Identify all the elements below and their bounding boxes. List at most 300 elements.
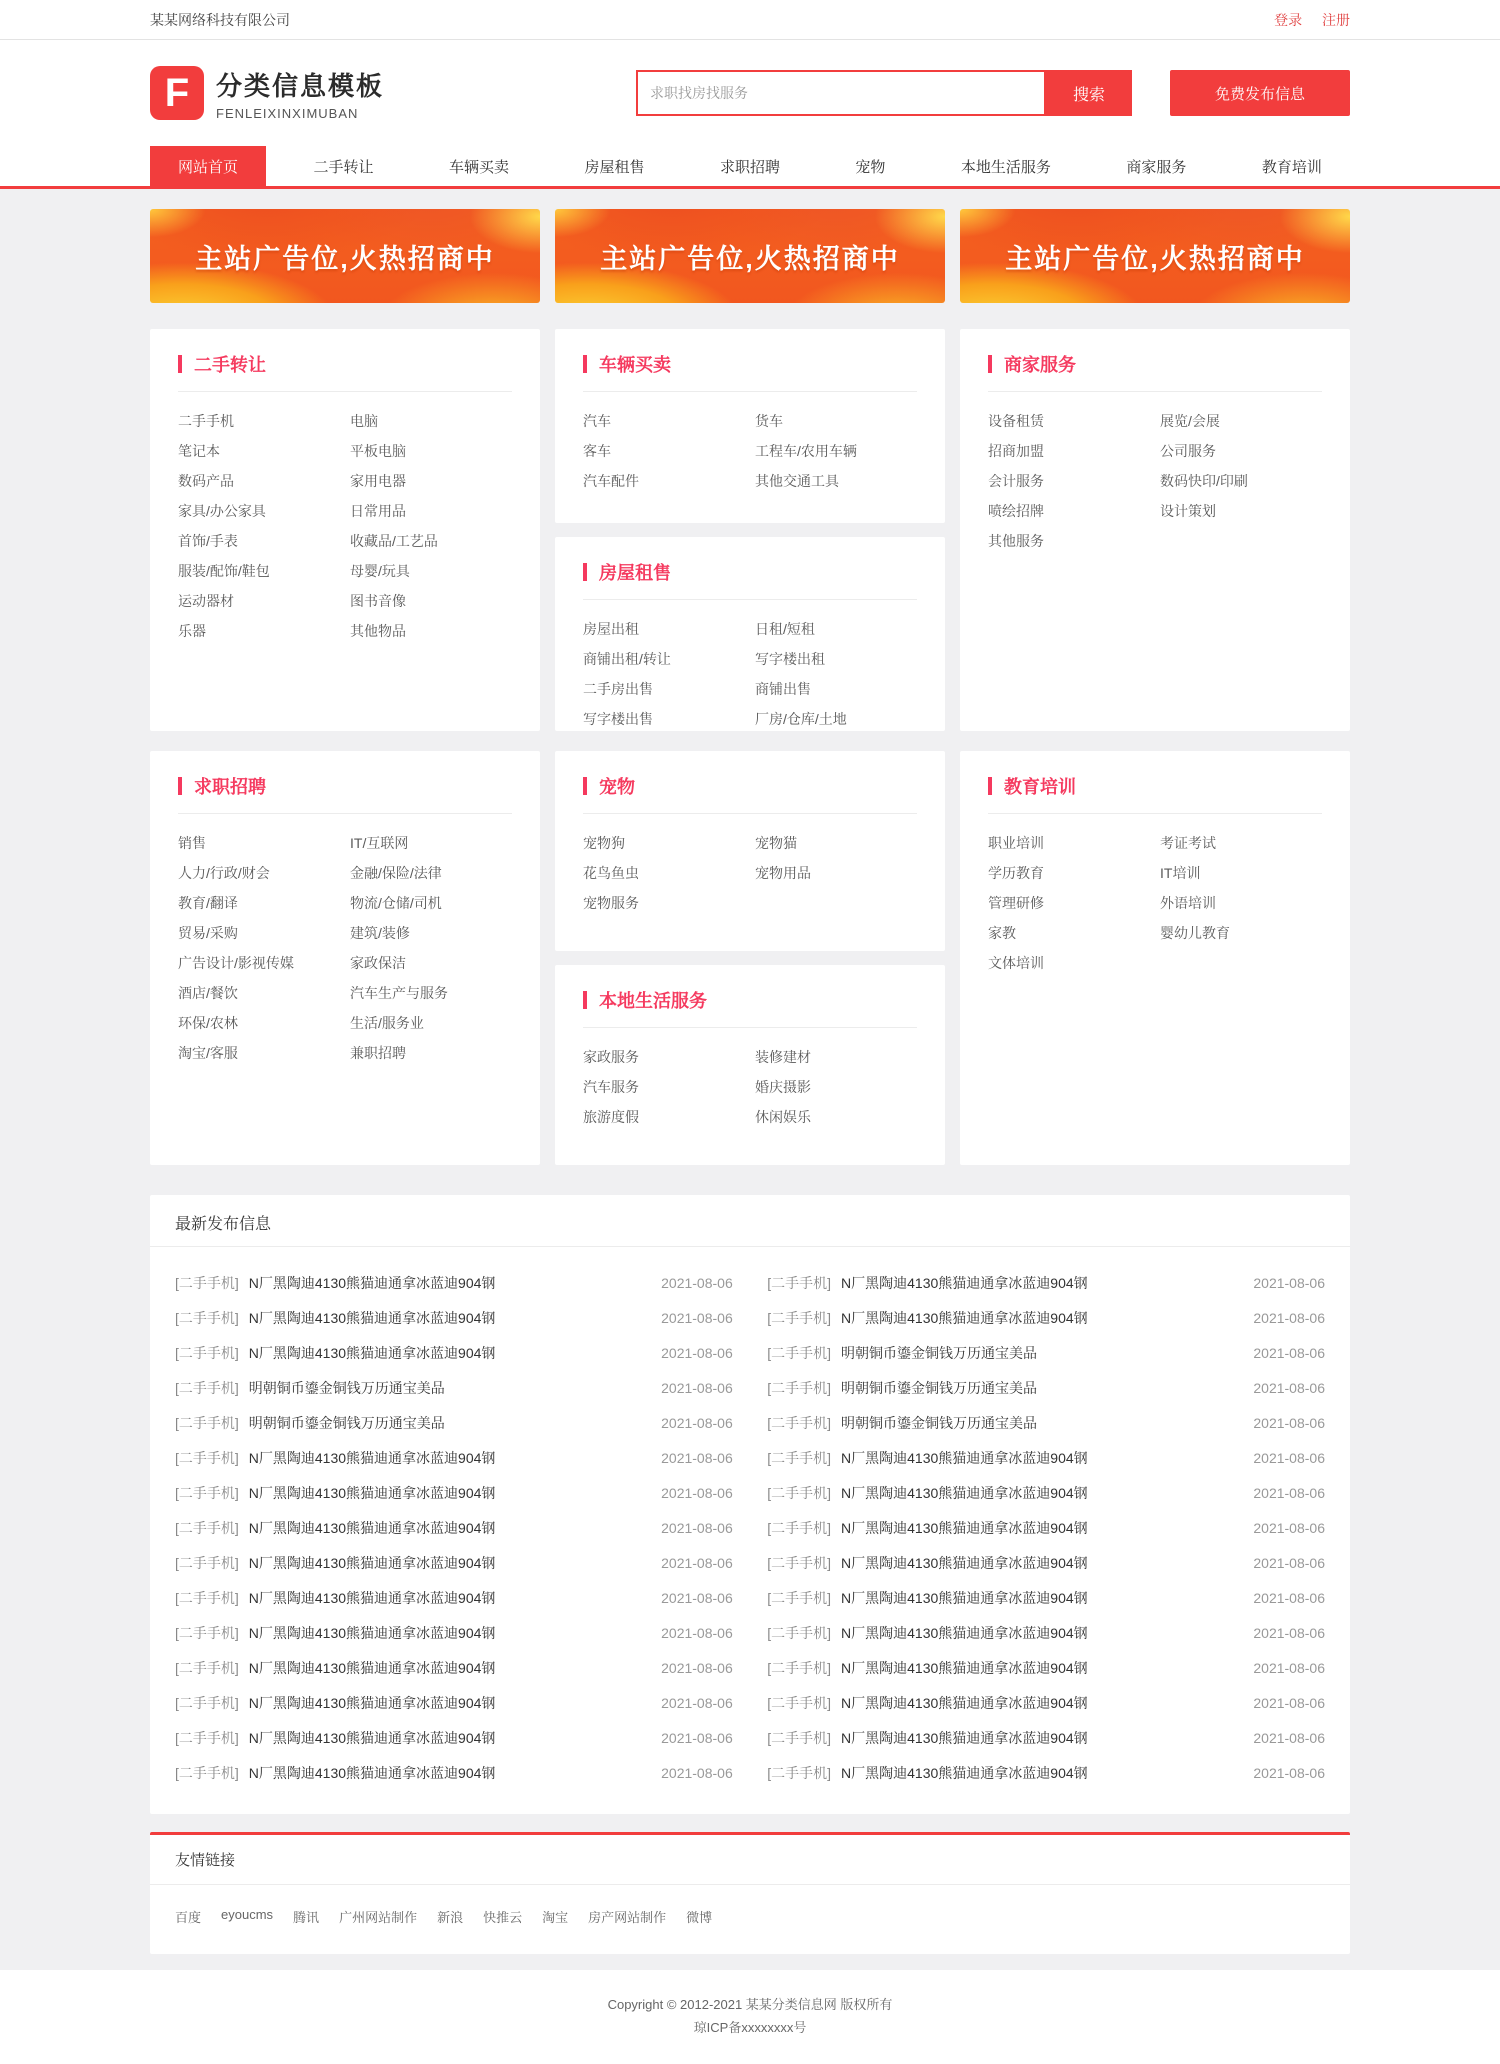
latest-info-tag: [二手手机] (175, 1589, 239, 1606)
register-link[interactable]: 注册 (1322, 11, 1350, 28)
latest-info-link[interactable]: N厂黑陶迪4130熊猫迪通拿冰蓝迪904钢 (841, 1309, 1088, 1326)
category-link[interactable]: 兼职招聘 (350, 1045, 406, 1061)
category-link[interactable]: 物流/仓储/司机 (350, 895, 442, 911)
latest-info-date: 2021-08-06 (661, 1274, 733, 1291)
category-link[interactable]: 外语培训 (1160, 895, 1216, 911)
latest-info-date: 2021-08-06 (1253, 1589, 1325, 1606)
nav-item[interactable] (692, 146, 808, 186)
friend-link[interactable]: eyoucms (221, 1907, 274, 1922)
category-link[interactable]: 电脑 (350, 413, 378, 429)
latest-info-date: 2021-08-06 (1253, 1694, 1325, 1711)
post-info-button[interactable]: 免费发布信息 (1170, 70, 1350, 116)
latest-info-date: 2021-08-06 (661, 1379, 733, 1396)
category-link[interactable]: 销售 (178, 835, 206, 851)
friend-link[interactable]: 腾讯 (293, 1910, 320, 1925)
friend-links-section (150, 1832, 1350, 1954)
latest-info-link[interactable]: N厂黑陶迪4130熊猫迪通拿冰蓝迪904钢 (248, 1589, 496, 1606)
category-items (988, 406, 1322, 556)
category-link[interactable]: 日常用品 (350, 503, 406, 519)
category-link[interactable]: 汽车 (583, 413, 611, 429)
latest-info-link[interactable]: N厂黑陶迪4130熊猫迪通拿冰蓝迪904钢 (248, 1764, 496, 1781)
latest-info-link[interactable]: N厂黑陶迪4130熊猫迪通拿冰蓝迪904钢 (841, 1729, 1088, 1746)
latest-info-row[interactable] (767, 1720, 1325, 1755)
category-items (178, 828, 512, 1068)
category-link[interactable]: 客车 (583, 443, 611, 459)
site-logo[interactable] (150, 66, 384, 121)
title-bar-icon (583, 355, 587, 373)
category-link[interactable]: 教育/翻译 (178, 895, 238, 911)
latest-info-row[interactable] (175, 1265, 733, 1300)
nav-accent-line (0, 186, 1500, 189)
card-title (988, 773, 1322, 814)
latest-info-tag: [二手手机] (767, 1764, 832, 1781)
nav-item-label: 教育培训 (1261, 158, 1322, 176)
site-header (0, 40, 1500, 146)
card-title-text: 车辆买卖 (599, 355, 671, 375)
friend-link[interactable]: 快推云 (483, 1910, 523, 1925)
latest-info-link[interactable]: 明朝铜币鎏金铜钱万历通宝美品 (248, 1414, 445, 1431)
latest-info-row[interactable] (175, 1475, 733, 1510)
latest-info-date: 2021-08-06 (1253, 1484, 1325, 1501)
title-bar-icon (988, 355, 992, 373)
icp-line: 琼ICP备xxxxxxxx号 (693, 2020, 807, 2035)
latest-info-link[interactable]: N厂黑陶迪4130熊猫迪通拿冰蓝迪904钢 (248, 1519, 496, 1536)
latest-info-row[interactable] (175, 1580, 733, 1615)
latest-info-row[interactable] (767, 1615, 1325, 1650)
nav-item[interactable] (556, 146, 672, 186)
latest-info-tag: [二手手机] (767, 1519, 832, 1536)
category-row-2 (150, 751, 1350, 1165)
latest-info-tag: [二手手机] (767, 1309, 832, 1326)
latest-info-row[interactable] (767, 1685, 1325, 1720)
latest-info-link[interactable]: 明朝铜币鎏金铜钱万历通宝美品 (841, 1414, 1038, 1431)
nav-list (150, 146, 1350, 186)
latest-info-row[interactable] (175, 1370, 733, 1405)
main-content (0, 209, 1500, 1954)
topbar (0, 0, 1500, 40)
card-title (583, 987, 917, 1028)
category-link[interactable]: 考证考试 (1160, 835, 1216, 851)
latest-info-link[interactable]: N厂黑陶迪4130熊猫迪通拿冰蓝迪904钢 (841, 1589, 1088, 1606)
logo-letter: F (164, 70, 190, 115)
latest-info-tag: [二手手机] (175, 1484, 239, 1501)
ad-banner-text: 主站广告位,火热招商中 (1005, 243, 1305, 274)
title-bar-icon (178, 355, 182, 373)
nav-item-label: 商家服务 (1126, 158, 1187, 176)
category-link[interactable]: 二手房出售 (583, 681, 653, 697)
category-link[interactable]: 金融/保险/法律 (350, 865, 442, 881)
latest-info-row[interactable] (175, 1440, 733, 1475)
latest-info-date: 2021-08-06 (1253, 1274, 1325, 1291)
category-link[interactable]: 家政服务 (583, 1049, 639, 1065)
latest-info-link[interactable]: 明朝铜币鎏金铜钱万历通宝美品 (841, 1379, 1038, 1396)
ad-banner-text: 主站广告位,火热招商中 (600, 243, 900, 274)
latest-info-date: 2021-08-06 (661, 1659, 733, 1676)
nav-item-label: 宠物 (855, 158, 886, 176)
nav-item-label: 二手转让 (313, 158, 374, 176)
title-bar-icon (583, 991, 587, 1009)
category-card-chongwu (555, 751, 945, 951)
category-link[interactable]: IT/互联网 (350, 835, 409, 851)
title-bar-icon (178, 777, 182, 795)
category-link[interactable]: 母婴/玩具 (350, 563, 410, 579)
category-link[interactable]: 工程车/农用车辆 (755, 443, 857, 459)
card-title (583, 351, 917, 392)
latest-info-link[interactable]: N厂黑陶迪4130熊猫迪通拿冰蓝迪904钢 (248, 1274, 496, 1291)
category-link[interactable]: 汽车生产与服务 (350, 985, 448, 1001)
category-link[interactable]: 其他服务 (988, 533, 1044, 549)
latest-info-link[interactable]: N厂黑陶迪4130熊猫迪通拿冰蓝迪904钢 (841, 1764, 1088, 1781)
auth-links (1258, 10, 1350, 30)
category-link[interactable]: 数码快印/印刷 (1160, 473, 1248, 489)
friend-link[interactable]: 新浪 (437, 1910, 464, 1925)
friend-link[interactable]: 广州网站制作 (339, 1910, 418, 1925)
category-card-ershouzhuanrang (150, 329, 540, 731)
latest-info-link[interactable]: 明朝铜币鎏金铜钱万历通宝美品 (248, 1379, 445, 1396)
latest-info-tag: [二手手机] (175, 1344, 239, 1361)
latest-info-date: 2021-08-06 (1253, 1414, 1325, 1431)
category-link[interactable]: 旅游度假 (583, 1109, 639, 1125)
category-link[interactable]: 招商加盟 (988, 443, 1044, 459)
category-link[interactable]: 建筑/装修 (350, 925, 410, 941)
friend-link[interactable]: 淘宝 (542, 1910, 569, 1925)
category-link[interactable]: 平板电脑 (350, 443, 406, 459)
category-link[interactable]: 婚庆摄影 (755, 1079, 811, 1095)
latest-info-row[interactable] (767, 1440, 1325, 1475)
category-link[interactable]: 乐器 (178, 623, 206, 639)
latest-info-tag: [二手手机] (175, 1414, 239, 1431)
site-title: 分类信息模板 (216, 70, 385, 101)
nav-item-label: 车辆买卖 (448, 158, 509, 176)
friend-links-title: 友情链接 (150, 1835, 1350, 1885)
latest-info-tag: [二手手机] (175, 1624, 239, 1641)
card-title (178, 773, 512, 814)
latest-info-column-left (175, 1265, 733, 1790)
category-link[interactable]: 图书音像 (350, 593, 406, 609)
title-bar-icon (988, 777, 992, 795)
latest-info-link[interactable]: 明朝铜币鎏金铜钱万历通宝美品 (841, 1344, 1038, 1361)
latest-info-tag: [二手手机] (767, 1379, 832, 1396)
latest-info-link[interactable]: N厂黑陶迪4130熊猫迪通拿冰蓝迪904钢 (248, 1659, 496, 1676)
latest-info-tag: [二手手机] (175, 1659, 239, 1676)
logo-f-icon (150, 66, 204, 120)
latest-info-date: 2021-08-06 (1253, 1659, 1325, 1676)
latest-info-row[interactable] (767, 1510, 1325, 1545)
latest-info-tag: [二手手机] (175, 1729, 239, 1746)
nav-item-label: 求职招聘 (719, 158, 780, 176)
latest-info-link[interactable]: N厂黑陶迪4130熊猫迪通拿冰蓝迪904钢 (248, 1344, 496, 1361)
latest-info-date: 2021-08-06 (661, 1694, 733, 1711)
latest-info-tag: [二手手机] (767, 1589, 832, 1606)
latest-info-link[interactable]: N厂黑陶迪4130熊猫迪通拿冰蓝迪904钢 (841, 1274, 1088, 1291)
category-link[interactable]: 数码产品 (178, 473, 234, 489)
ad-banner[interactable] (150, 209, 540, 303)
friend-links-row (150, 1885, 1350, 1954)
latest-info-link[interactable]: N厂黑陶迪4130熊猫迪通拿冰蓝迪904钢 (248, 1624, 496, 1641)
latest-info-tag: [二手手机] (175, 1519, 239, 1536)
latest-info-tag: [二手手机] (767, 1484, 832, 1501)
category-link[interactable]: 环保/农林 (178, 1015, 238, 1031)
category-link[interactable]: 笔记本 (178, 443, 220, 459)
category-link[interactable]: 首饰/手表 (178, 533, 238, 549)
card-title-text: 商家服务 (1004, 355, 1076, 375)
category-link[interactable]: 收藏品/工艺品 (350, 533, 438, 549)
category-link[interactable]: 人力/行政/财会 (178, 865, 270, 881)
category-link[interactable]: 商铺出售 (755, 681, 811, 697)
latest-info-row[interactable] (175, 1685, 733, 1720)
category-link[interactable]: 职业培训 (988, 835, 1044, 851)
latest-info-tag: [二手手机] (767, 1659, 832, 1676)
latest-info-tag: [二手手机] (767, 1274, 832, 1291)
category-link[interactable]: IT培训 (1160, 865, 1201, 881)
latest-info-link[interactable]: N厂黑陶迪4130熊猫迪通拿冰蓝迪904钢 (841, 1554, 1088, 1571)
latest-info-tag: [二手手机] (175, 1554, 239, 1571)
nav-item[interactable] (285, 146, 401, 186)
category-link[interactable]: 汽车服务 (583, 1079, 639, 1095)
logo-text (216, 66, 384, 121)
category-link[interactable]: 宠物狗 (583, 835, 625, 851)
latest-info-tag: [二手手机] (767, 1729, 832, 1746)
category-items (178, 406, 512, 646)
latest-info-tag: [二手手机] (175, 1449, 239, 1466)
latest-info-date: 2021-08-06 (1253, 1554, 1325, 1571)
latest-info-tag: [二手手机] (175, 1379, 239, 1396)
latest-info-row[interactable] (175, 1615, 733, 1650)
latest-info-link[interactable]: N厂黑陶迪4130熊猫迪通拿冰蓝迪904钢 (248, 1449, 496, 1466)
search-bar (636, 70, 1132, 116)
category-column-middle (555, 329, 945, 731)
category-link[interactable]: 广告设计/影视传媒 (178, 955, 294, 971)
latest-info-link[interactable]: N厂黑陶迪4130熊猫迪通拿冰蓝迪904钢 (841, 1624, 1088, 1641)
nav-item[interactable] (1098, 146, 1214, 186)
latest-info-date: 2021-08-06 (661, 1519, 733, 1536)
card-title (583, 773, 917, 814)
latest-info-row[interactable] (175, 1335, 733, 1370)
site-footer (0, 1970, 1500, 2064)
friend-link[interactable]: 房产网站制作 (588, 1910, 667, 1925)
category-card-fangwuzushou (555, 537, 945, 731)
latest-info-date: 2021-08-06 (1253, 1519, 1325, 1536)
latest-info-tag: [二手手机] (767, 1449, 832, 1466)
category-link[interactable]: 装修建材 (755, 1049, 811, 1065)
category-card-bendishenghuofuwu (555, 965, 945, 1165)
latest-info-date: 2021-08-06 (661, 1414, 733, 1431)
category-link[interactable]: 服装/配饰/鞋包 (178, 563, 270, 579)
latest-info-row[interactable] (767, 1755, 1325, 1790)
category-link[interactable]: 厂房/仓库/土地 (755, 711, 847, 727)
category-row-1 (150, 329, 1350, 731)
latest-info-date: 2021-08-06 (1253, 1309, 1325, 1326)
category-link[interactable]: 婴幼儿教育 (1160, 925, 1230, 941)
category-card-shangjiafuwu (960, 329, 1350, 731)
nav-item[interactable] (150, 146, 266, 186)
category-link[interactable]: 房屋出租 (583, 621, 639, 637)
category-card-qiuzhizhaopin (150, 751, 540, 1165)
category-link[interactable]: 商铺出租/转让 (583, 651, 671, 667)
latest-info-date: 2021-08-06 (661, 1344, 733, 1361)
category-link[interactable]: 管理研修 (988, 895, 1044, 911)
card-title-text: 二手转让 (194, 355, 266, 375)
ad-banner-text: 主站广告位,火热招商中 (195, 243, 495, 274)
nav-item-label: 房屋租售 (584, 158, 645, 176)
category-link[interactable]: 生活/服务业 (350, 1015, 424, 1031)
copyright-line: Copyright © 2012-2021 某某分类信息网 版权所有 (607, 1997, 893, 2012)
category-link[interactable]: 其他交通工具 (755, 473, 839, 489)
category-items (988, 828, 1322, 978)
latest-info-row[interactable] (767, 1650, 1325, 1685)
latest-info-row[interactable] (767, 1580, 1325, 1615)
category-link[interactable]: 宠物猫 (755, 835, 797, 851)
latest-info-row[interactable] (767, 1265, 1325, 1300)
latest-info-row[interactable] (767, 1405, 1325, 1440)
latest-info-row[interactable] (767, 1370, 1325, 1405)
category-items (583, 828, 917, 918)
latest-info-column-right (767, 1265, 1325, 1790)
friend-link[interactable]: 百度 (175, 1910, 202, 1925)
category-items (583, 1042, 917, 1132)
latest-info-row[interactable] (175, 1650, 733, 1685)
title-bar-icon (583, 777, 587, 795)
category-link[interactable]: 宠物服务 (583, 895, 639, 911)
category-link[interactable]: 展览/会展 (1160, 413, 1220, 429)
nav-item[interactable] (1234, 146, 1350, 186)
latest-info-tag: [二手手机] (175, 1764, 239, 1781)
latest-info-link[interactable]: N厂黑陶迪4130熊猫迪通拿冰蓝迪904钢 (248, 1309, 496, 1326)
latest-info-tag: [二手手机] (175, 1274, 239, 1291)
category-link[interactable]: 文体培训 (988, 955, 1044, 971)
category-link[interactable]: 家具/办公家具 (178, 503, 266, 519)
search-button[interactable]: 搜索 (1046, 70, 1132, 116)
latest-info-row[interactable] (767, 1545, 1325, 1580)
latest-info-link[interactable]: N厂黑陶迪4130熊猫迪通拿冰蓝迪904钢 (248, 1729, 496, 1746)
nav-item[interactable] (421, 146, 537, 186)
category-link[interactable]: 二手手机 (178, 413, 234, 429)
card-title-text: 宠物 (599, 777, 635, 797)
category-link[interactable]: 宠物用品 (755, 865, 811, 881)
latest-info-date: 2021-08-06 (661, 1484, 733, 1501)
category-link[interactable]: 淘宝/客服 (178, 1045, 238, 1061)
search-input[interactable] (636, 70, 1046, 116)
latest-info-tag: [二手手机] (767, 1554, 832, 1571)
category-items (583, 614, 917, 731)
latest-info-date: 2021-08-06 (1253, 1729, 1325, 1746)
ad-banner[interactable] (555, 209, 945, 303)
latest-info-row[interactable] (767, 1300, 1325, 1335)
friend-link[interactable]: 微博 (686, 1910, 713, 1925)
category-link[interactable]: 公司服务 (1160, 443, 1216, 459)
company-name: 某某网络科技有限公司 (150, 11, 290, 28)
title-bar-icon (583, 563, 587, 581)
site-subtitle: FENLEIXINXIMUBAN (216, 105, 359, 121)
latest-info-row[interactable] (767, 1335, 1325, 1370)
category-link[interactable]: 贸易/采购 (178, 925, 238, 941)
latest-info-link[interactable]: N厂黑陶迪4130熊猫迪通拿冰蓝迪904钢 (841, 1659, 1088, 1676)
latest-info-tag: [二手手机] (767, 1414, 832, 1431)
category-link[interactable]: 日租/短租 (755, 621, 815, 637)
category-column-middle-2 (555, 751, 945, 1165)
latest-info-link[interactable]: N厂黑陶迪4130熊猫迪通拿冰蓝迪904钢 (841, 1519, 1088, 1536)
card-title (988, 351, 1322, 392)
category-link[interactable]: 运动器材 (178, 593, 234, 609)
latest-info-date: 2021-08-06 (1253, 1379, 1325, 1396)
category-link[interactable]: 设计策划 (1160, 503, 1216, 519)
category-link[interactable]: 休闲娱乐 (755, 1109, 811, 1125)
category-link[interactable]: 货车 (755, 413, 783, 429)
card-title (583, 559, 917, 600)
category-link[interactable]: 花鸟鱼虫 (583, 865, 639, 881)
nav-item-label: 本地生活服务 (960, 158, 1051, 176)
latest-info-date: 2021-08-06 (661, 1729, 733, 1746)
nav-item[interactable] (933, 146, 1079, 186)
latest-info-title: 最新发布信息 (150, 1195, 1350, 1247)
card-title-text: 本地生活服务 (599, 991, 707, 1011)
card-title (178, 351, 512, 392)
latest-info-row[interactable] (175, 1720, 733, 1755)
latest-info-link[interactable]: N厂黑陶迪4130熊猫迪通拿冰蓝迪904钢 (248, 1484, 496, 1501)
ad-banner[interactable] (960, 209, 1350, 303)
latest-info-section (150, 1195, 1350, 1814)
latest-info-row[interactable] (175, 1755, 733, 1790)
category-link[interactable]: 家教 (988, 925, 1016, 941)
latest-info-row[interactable] (767, 1475, 1325, 1510)
main-nav (0, 146, 1500, 186)
category-items (583, 406, 917, 496)
category-link[interactable]: 设备租赁 (988, 413, 1044, 429)
latest-info-columns (150, 1247, 1350, 1814)
latest-info-link[interactable]: N厂黑陶迪4130熊猫迪通拿冰蓝迪904钢 (841, 1694, 1088, 1711)
category-link[interactable]: 学历教育 (988, 865, 1044, 881)
latest-info-date: 2021-08-06 (1253, 1764, 1325, 1781)
category-link[interactable]: 酒店/餐饮 (178, 985, 238, 1001)
latest-info-row[interactable] (175, 1510, 733, 1545)
category-link[interactable]: 其他物品 (350, 623, 406, 639)
category-link[interactable]: 写字楼出租 (755, 651, 825, 667)
category-link[interactable]: 喷绘招牌 (988, 503, 1044, 519)
latest-info-date: 2021-08-06 (1253, 1449, 1325, 1466)
latest-info-date: 2021-08-06 (1253, 1624, 1325, 1641)
latest-info-date: 2021-08-06 (661, 1449, 733, 1466)
category-card-cheliangmaimai (555, 329, 945, 523)
latest-info-link[interactable]: N厂黑陶迪4130熊猫迪通拿冰蓝迪904钢 (841, 1449, 1088, 1466)
latest-info-row[interactable] (175, 1545, 733, 1580)
category-link[interactable]: 写字楼出售 (583, 711, 653, 727)
latest-info-link[interactable]: N厂黑陶迪4130熊猫迪通拿冰蓝迪904钢 (841, 1484, 1088, 1501)
card-title-text: 教育培训 (1004, 777, 1076, 797)
ad-banner-row (150, 209, 1350, 303)
latest-info-date: 2021-08-06 (661, 1554, 733, 1571)
card-title-text: 房屋租售 (599, 563, 671, 583)
card-title-text: 求职招聘 (194, 777, 266, 797)
category-link[interactable]: 家政保洁 (350, 955, 406, 971)
latest-info-row[interactable] (175, 1300, 733, 1335)
category-link[interactable]: 汽车配件 (583, 473, 639, 489)
latest-info-link[interactable]: N厂黑陶迪4130熊猫迪通拿冰蓝迪904钢 (248, 1694, 496, 1711)
latest-info-date: 2021-08-06 (661, 1309, 733, 1326)
category-link[interactable]: 会计服务 (988, 473, 1044, 489)
nav-item[interactable] (827, 146, 913, 186)
category-link[interactable]: 家用电器 (350, 473, 406, 489)
latest-info-tag: [二手手机] (175, 1694, 239, 1711)
latest-info-date: 2021-08-06 (661, 1589, 733, 1606)
latest-info-tag: [二手手机] (767, 1694, 832, 1711)
latest-info-row[interactable] (175, 1405, 733, 1440)
latest-info-date: 2021-08-06 (661, 1624, 733, 1641)
latest-info-tag: [二手手机] (767, 1624, 832, 1641)
latest-info-link[interactable]: N厂黑陶迪4130熊猫迪通拿冰蓝迪904钢 (248, 1554, 496, 1571)
latest-info-date: 2021-08-06 (661, 1764, 733, 1781)
latest-info-tag: [二手手机] (175, 1309, 239, 1326)
login-link[interactable]: 登录 (1274, 11, 1303, 28)
